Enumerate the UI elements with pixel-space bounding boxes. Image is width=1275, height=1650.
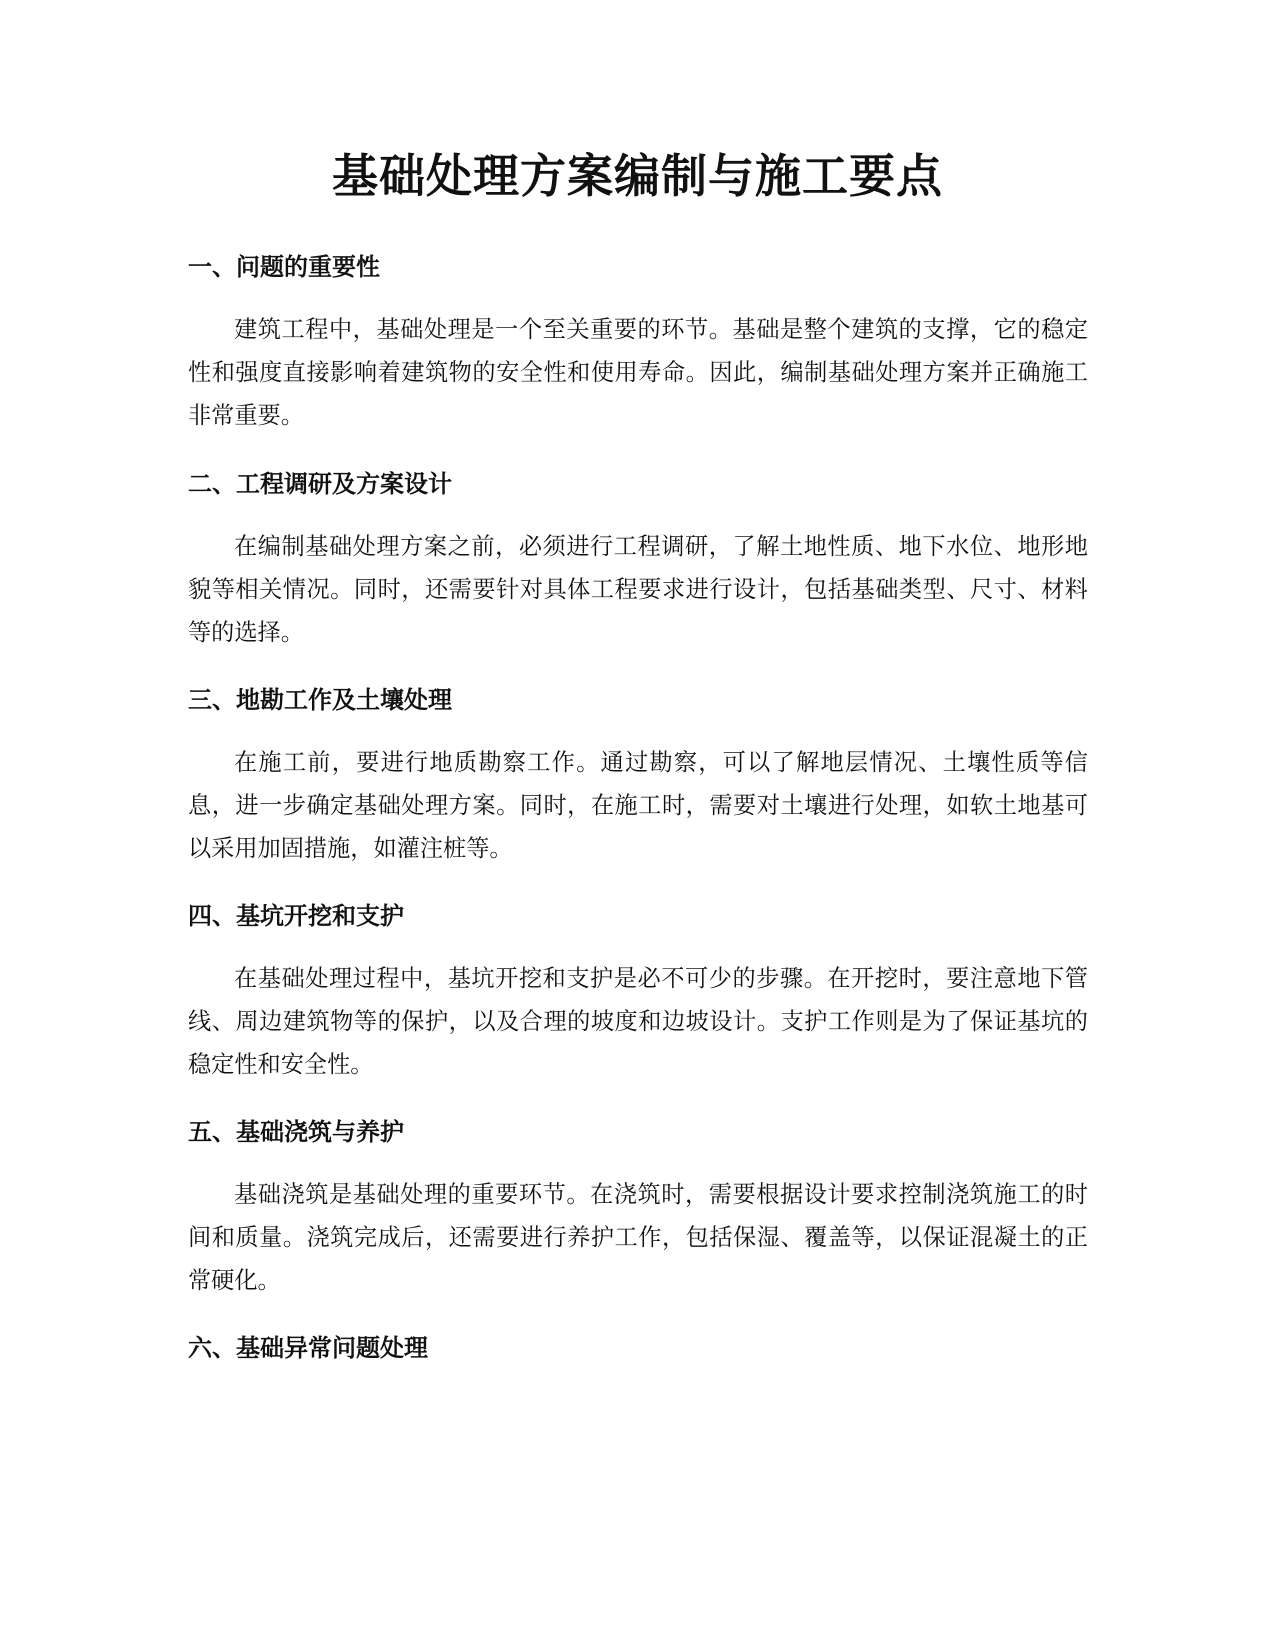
section-pouring-curing bbox=[188, 1115, 1088, 1302]
section-heading: 三、地勘工作及土壤处理 bbox=[188, 686, 452, 714]
section-abnormal-issues bbox=[188, 1331, 1088, 1365]
section-heading: 二、工程调研及方案设计 bbox=[188, 470, 452, 498]
section-heading: 一、问题的重要性 bbox=[188, 253, 380, 281]
section-paragraph: 在编制基础处理方案之前，必须进行工程调研，了解土地性质、地下水位、地形地貌等相关情况。同时，还需要针对具体工程要求进行设计，包括基础类型、尺寸、材料等的选择。 bbox=[188, 533, 1088, 646]
document-title: 基础处理方案编制与施工要点 bbox=[332, 149, 943, 203]
section-paragraph: 在基础处理过程中，基坑开挖和支护是必不可少的步骤。在开挖时，要注意地下管线、周边建筑物等的保护，以及合理的坡度和边坡设计。支护工作则是为了保证基坑的稳定性和安全性。 bbox=[188, 965, 1088, 1078]
section-heading: 四、基坑开挖和支护 bbox=[188, 902, 404, 930]
section-paragraph: 在施工前，要进行地质勘察工作。通过勘察，可以了解地层情况、土壤性质等信息，进一步确定基础处理方案。同时，在施工时，需要对土壤进行处理，如软土地基可以采用加固措施，如灌注桩等。 bbox=[188, 749, 1088, 862]
section-geological-survey bbox=[188, 683, 1088, 870]
section-importance bbox=[188, 250, 1088, 437]
section-survey-design bbox=[188, 467, 1088, 654]
section-heading: 五、基础浇筑与养护 bbox=[188, 1118, 404, 1146]
section-paragraph: 基础浇筑是基础处理的重要环节。在浇筑时，需要根据设计要求控制浇筑施工的时间和质量。浇筑完成后，还需要进行养护工作，包括保湿、覆盖等，以保证混凝土的正常硬化。 bbox=[188, 1181, 1088, 1294]
section-paragraph: 建筑工程中，基础处理是一个至关重要的环节。基础是整个建筑的支撑，它的稳定性和强度直接影响着建筑物的安全性和使用寿命。因此，编制基础处理方案并正确施工非常重要。 bbox=[188, 316, 1088, 429]
section-heading: 六、基础异常问题处理 bbox=[188, 1334, 428, 1362]
section-excavation-support bbox=[188, 899, 1088, 1086]
